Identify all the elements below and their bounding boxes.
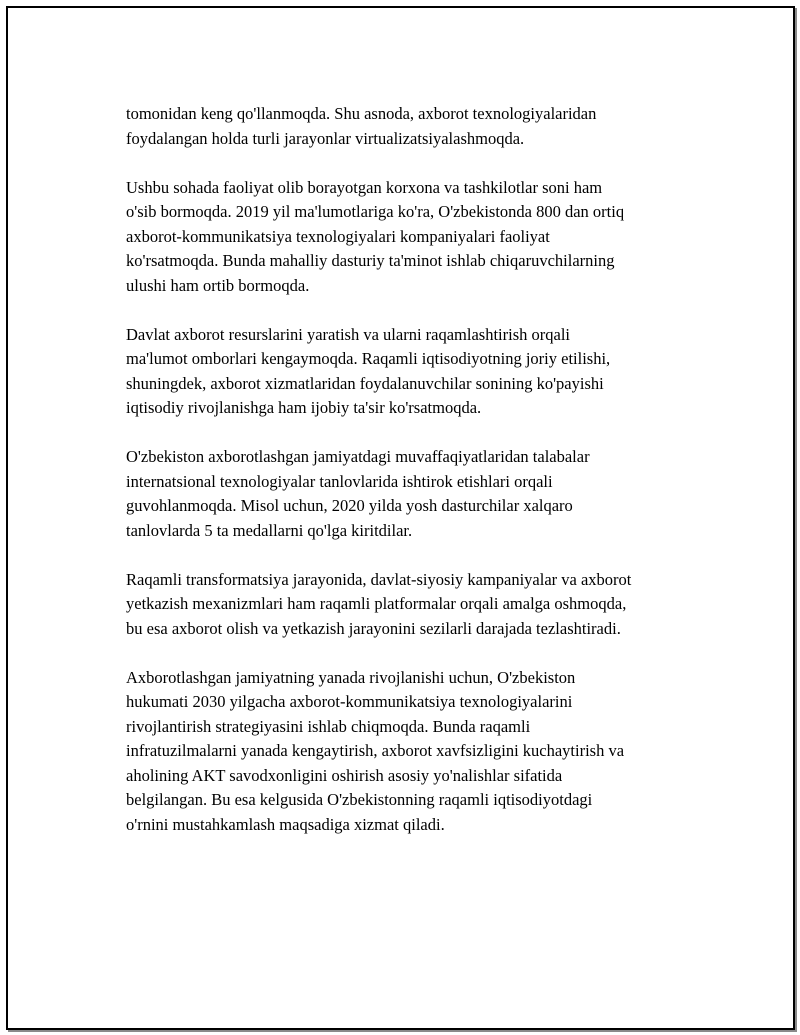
text-line: O'zbekiston axborotlashgan jamiyatdagi muvaffaqiyatlaridan talabalar (126, 447, 590, 466)
text-line: o'sib bormoqda. 2019 yil ma'lumotlariga ko'ra, O'zbekistonda 800 dan ortiq (126, 202, 625, 221)
text-line: infratuzilmalarni yanada kengaytirish, axborot xavfsizligini kuchaytirish va (126, 741, 625, 760)
paragraph-1 (126, 102, 696, 151)
text-line: foydalangan holda turli jarayonlar virtualizatsiyalashmoqda. (126, 128, 525, 148)
paragraph-2 (126, 176, 696, 299)
text-line: Axborotlashgan jamiyatning yanada rivojlanishi uchun, O'zbekiston (126, 667, 576, 687)
paragraph-4 (126, 445, 696, 543)
text-line: tanlovlarda 5 ta medallarni qo'lga kiritdilar. (126, 520, 413, 540)
text-line: belgilangan. Bu esa kelgusida O'zbekistonning raqamli iqtisodiyotdagi (126, 790, 593, 809)
text-line: shuningdek, axborot xizmatlaridan foydalanuvchilar sonining ko'payishi (126, 373, 604, 393)
text-line: iqtisodiy rivojlanishga ham ijobiy ta'sir ko'rsatmoqda. (126, 398, 482, 417)
paragraph-3 (126, 323, 696, 421)
text-line: Raqamli transformatsiya jarayonida, davlat-siyosiy kampaniyalar va axborot (126, 569, 632, 589)
paragraph-5 (126, 568, 696, 642)
text-line: Ushbu sohada faoliyat olib borayotgan korxona va tashkilotlar soni ham (126, 177, 603, 197)
text-line: o'rnini mustahkamlash maqsadiga xizmat qiladi. (126, 814, 445, 834)
text-line: yetkazish mexanizmlari ham raqamli platformalar orqali amalga oshmoqda, (126, 594, 627, 613)
text-line: Davlat axborot resurslarini yaratish va ularni raqamlashtirish orqali (126, 324, 570, 344)
text-line: internatsional texnologiyalar tanlovlarida ishtirok etishlari orqali (126, 471, 553, 491)
text-line: aholining AKT savodxonligini oshirish asosiy yo'nalishlar sifatida (126, 765, 563, 785)
document-body (126, 102, 696, 862)
text-line: hukumati 2030 yilgacha axborot-kommunikatsiya texnologiyalarini (126, 692, 573, 711)
text-line: tomonidan keng qo'llanmoqda. Shu asnoda, axborot texnologiyalaridan (126, 104, 597, 123)
page-frame (6, 6, 795, 1030)
text-line: ulushi ham ortib bormoqda. (126, 275, 310, 295)
text-line: guvohlanmoqda. Misol uchun, 2020 yilda yosh dasturchilar xalqaro (126, 496, 573, 515)
paragraph-6 (126, 666, 696, 838)
text-line: bu esa axborot olish va yetkazish jarayonini sezilarli darajada tezlashtiradi. (126, 618, 621, 638)
text-line: ma'lumot omborlari kengaymoqda. Raqamli iqtisodiyotning joriy etilishi, (126, 349, 611, 368)
text-line: ko'rsatmoqda. Bunda mahalliy dasturiy ta'minot ishlab chiqaruvchilarning (126, 251, 615, 270)
text-line: rivojlantirish strategiyasini ishlab chiqmoqda. Bunda raqamli (126, 716, 531, 736)
text-line: axborot-kommunikatsiya texnologiyalari kompaniyalari faoliyat (126, 226, 550, 246)
